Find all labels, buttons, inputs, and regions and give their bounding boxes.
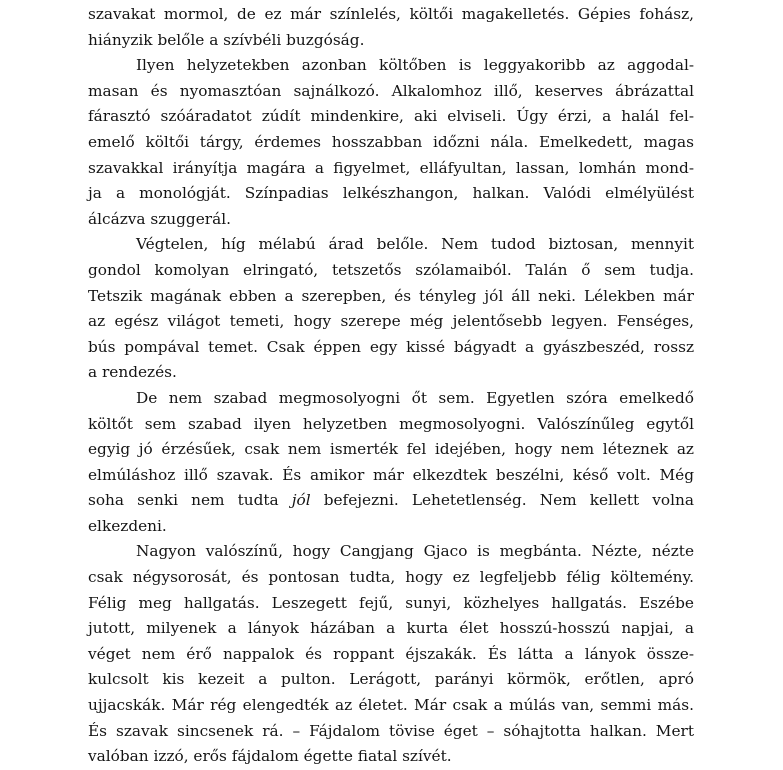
text-line: csak négysorosát, és pontosan tudta, hogy ez legfeljebb félig költemény. (88, 568, 694, 587)
paragraph (88, 386, 694, 540)
text-line: bús pompával temet. Csak éppen egy kissé bágyadt a gyászbeszéd, rossz (88, 337, 694, 356)
text-line: fárasztó szóáradatot zúdít mindenkire, aki elviseli. Úgy érzi, a halál fel- (88, 107, 694, 126)
text-line: Nagyon valószínű, hogy Cangjang Gjaco is megbánta. Nézte, nézte (136, 542, 694, 561)
text-line: Tetszik magának ebben a szerepben, és tényleg jól áll neki. Lélekben már (88, 286, 694, 305)
text-line: És szavak sincsenek rá. – Fájdalom tövise éget – sóhajtotta halkan. Mert (88, 721, 694, 740)
text-line: a rendezés. (88, 363, 177, 382)
text-line: Ilyen helyzetekben azonban költőben is leggyakoribb az aggodal- (136, 56, 694, 75)
text-line: szavakat mormol, de ez már színlelés, költői magakelletés. Gépies fohász, (88, 5, 694, 23)
text-line: elmúláshoz illő szavak. És amikor már elkezdtek beszélni, késő volt. Még (88, 465, 694, 484)
text-line: De nem szabad megmosolyogni őt sem. Egyetlen szóra emelkedő (136, 388, 694, 407)
text-line: egyig jó érzésűek, csak nem ismerték fel idejében, hogy nem léteznek az (88, 440, 694, 459)
text-line: elkezdeni. (88, 516, 167, 535)
document-page (88, 2, 694, 770)
text-line: véget nem érő nappalok és roppant éjszakák. És látta a lányok össze- (88, 644, 694, 663)
text-line: Végtelen, híg mélabú árad belőle. Nem tudod biztosan, mennyit (136, 235, 694, 254)
text-line: soha senki nem tudta jól befejezni. Lehetetlenség. Nem kellett volna (88, 491, 694, 510)
text-line: jutott, milyenek a lányok házában a kurta élet hosszú-hosszú napjai, a (88, 619, 694, 638)
text-line: valóban izzó, erős fájdalom égette fiatal szívét. (88, 747, 452, 766)
text-line: költőt sem szabad ilyen helyzetben megmosolyogni. Valószínűleg egytől (88, 414, 694, 433)
text-line: az egész világot temeti, hogy szerepe még jelentősebb legyen. Fenséges, (88, 312, 694, 331)
text-line: Félig meg hallgatás. Leszegett fejű, sunyi, közhelyes hallgatás. Eszébe (88, 593, 694, 612)
paragraph (88, 53, 694, 232)
text-line: kulcsolt kis kezeit a pulton. Lerágott, parányi körmök, erőtlen, apró (88, 670, 694, 689)
paragraph (88, 539, 694, 769)
paragraph (88, 232, 694, 386)
text-line: hiányzik belőle a szívbéli buzgóság. (88, 30, 365, 49)
text-line: emelő költői tárgy, érdemes hosszabban időzni nála. Emelkedett, magas (88, 132, 694, 151)
text-line: gondol komolyan elringató, tetszetős szólamaiból. Talán ő sem tudja. (88, 260, 694, 279)
text-line: masan és nyomasztóan sajnálkozó. Alkalomhoz illő, keserves ábrázattal (88, 81, 694, 100)
paragraph (88, 2, 694, 53)
text-line: ja a monológját. Színpadias lelkészhangon, halkan. Valódi elmélyülést (88, 184, 694, 203)
text-line: álcázva szuggerál. (88, 209, 231, 228)
text-line: ujjacskák. Már rég elengedték az életet. Már csak a múlás van, semmi más. (88, 696, 694, 715)
text-line: szavakkal irányítja magára a figyelmet, elláfyultan, lassan, lomhán mond- (88, 158, 694, 177)
emphasized-word: jól (291, 491, 311, 510)
